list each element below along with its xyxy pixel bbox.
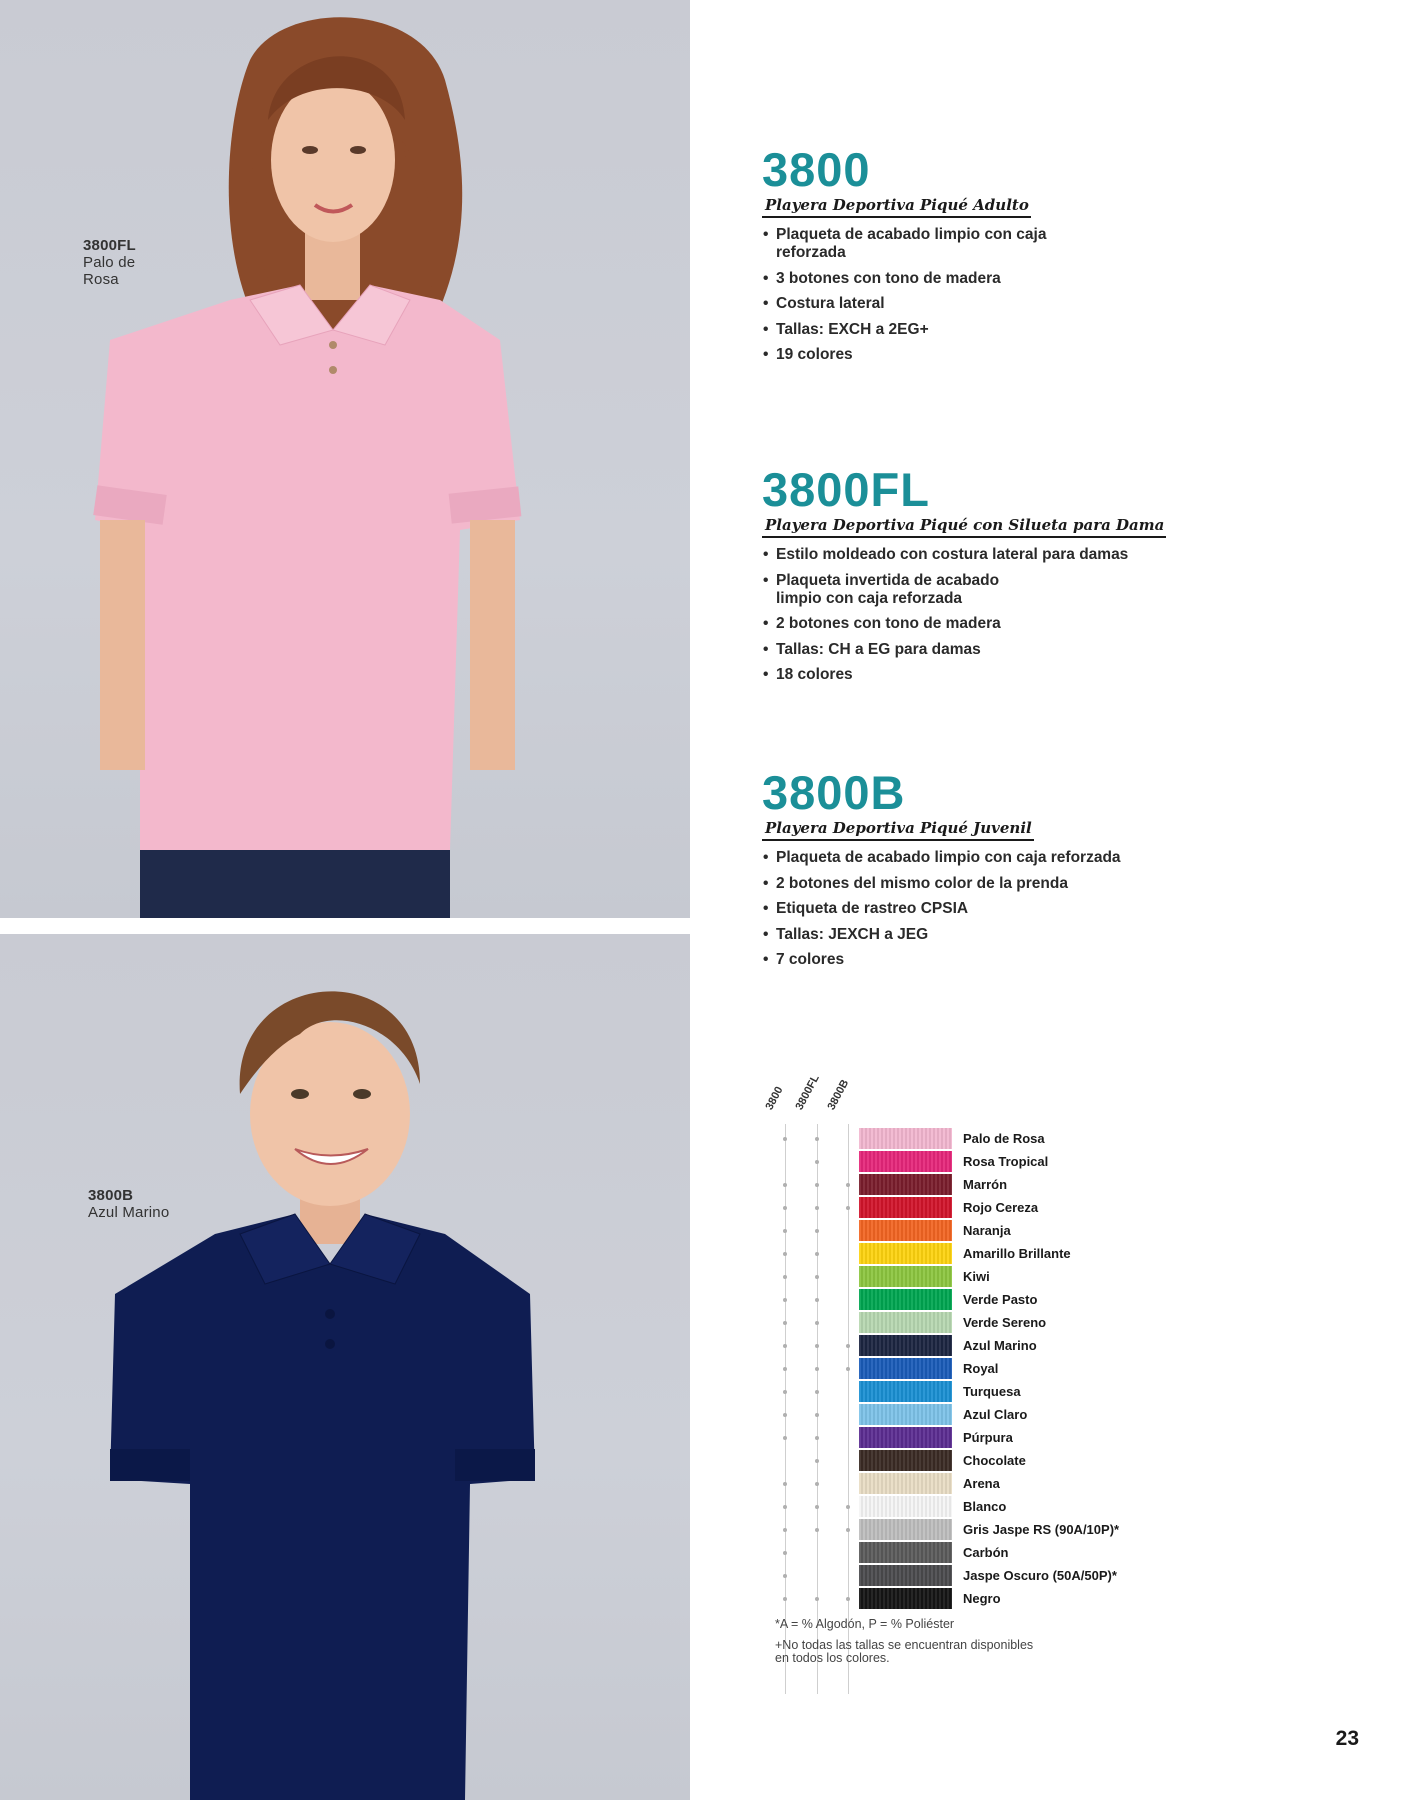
product-block-3800fl — [762, 464, 1192, 692]
color-swatch — [859, 1404, 952, 1425]
color-swatch — [859, 1266, 952, 1287]
feature-item: • Costura lateral — [762, 295, 1062, 313]
availability-dot — [815, 1459, 819, 1463]
product-code: 3800FL — [762, 463, 930, 516]
color-name-label: Marrón — [963, 1177, 1008, 1192]
color-swatch — [859, 1174, 952, 1195]
column-header: 3800 — [763, 1084, 786, 1112]
feature-list — [762, 546, 1192, 684]
availability-dot — [846, 1505, 850, 1509]
product-name: Playera Deportiva Piqué Adulto — [762, 196, 1031, 218]
color-name-label: Kiwi — [963, 1269, 990, 1284]
model-illustration-boy — [0, 934, 690, 1800]
model-illustration-woman — [0, 0, 690, 918]
feature-list — [762, 226, 1062, 364]
color-name-label: Chocolate — [963, 1453, 1026, 1468]
color-name-label: Rosa Tropical — [963, 1154, 1049, 1169]
product-photo-3800b — [0, 934, 690, 1800]
product-block-3800b — [762, 767, 1192, 977]
color-swatch — [859, 1496, 952, 1517]
color-swatch — [859, 1220, 952, 1241]
availability-dot — [783, 1390, 787, 1394]
availability-dot — [783, 1275, 787, 1279]
color-name-label: Rojo Cereza — [963, 1200, 1039, 1215]
color-name-label: Verde Sereno — [963, 1315, 1047, 1330]
availability-dot — [815, 1436, 819, 1440]
product-name: Playera Deportiva Piqué con Silueta para Dama — [762, 516, 1166, 538]
color-name-label: Negro — [963, 1591, 1001, 1606]
feature-item: • 7 colores — [762, 951, 1192, 969]
availability-dot — [815, 1229, 819, 1233]
caption-code: 3800B — [88, 1187, 134, 1204]
availability-dot — [783, 1436, 787, 1440]
color-name-label: Royal — [963, 1361, 999, 1376]
availability-dot — [815, 1137, 819, 1141]
availability-dot — [815, 1298, 819, 1302]
feature-item: • Plaqueta de acabado limpio con caja reforzada — [762, 849, 1192, 867]
color-swatch — [859, 1151, 952, 1172]
column-header: 3800B — [825, 1077, 852, 1112]
availability-dot — [783, 1413, 787, 1417]
feature-item: • 19 colores — [762, 346, 1062, 364]
color-swatch — [859, 1358, 952, 1379]
availability-dot — [846, 1206, 850, 1210]
color-name-label: Naranja — [963, 1223, 1011, 1238]
color-swatch — [859, 1243, 952, 1264]
feature-item: • Tallas: EXCH a 2EG+ — [762, 321, 1062, 339]
color-swatch — [859, 1542, 952, 1563]
feature-item: • 2 botones con tono de madera — [762, 615, 1192, 633]
color-swatch — [859, 1312, 952, 1333]
footnote-composition: *A = % Algodón, P = % Poliéster — [775, 1617, 955, 1631]
color-swatch — [859, 1565, 952, 1586]
availability-dot — [815, 1252, 819, 1256]
color-swatch — [859, 1289, 952, 1310]
color-name-label: Jaspe Oscuro (50A/50P)* — [963, 1568, 1117, 1583]
caption-color-name: Azul Marino — [88, 1204, 170, 1221]
availability-dot — [846, 1367, 850, 1371]
color-swatch — [859, 1473, 952, 1494]
availability-dot — [783, 1298, 787, 1302]
feature-item: • Tallas: CH a EG para damas — [762, 641, 1192, 659]
availability-dot — [846, 1344, 850, 1348]
color-swatch — [859, 1519, 952, 1540]
color-name-label: Amarillo Brillante — [963, 1246, 1071, 1261]
availability-dot — [846, 1528, 850, 1532]
photo-caption-top — [83, 237, 163, 288]
feature-item: • Plaqueta de acabado limpio con caja reforzada — [762, 226, 1062, 262]
color-name-label: Azul Claro — [963, 1407, 1028, 1422]
availability-dot — [783, 1344, 787, 1348]
availability-dot — [846, 1183, 850, 1187]
caption-color-name: Palo de Rosa — [83, 254, 136, 288]
feature-item: • Plaqueta invertida de acabado limpio con caja reforzada — [762, 572, 1036, 608]
availability-dot — [815, 1183, 819, 1187]
availability-dot — [815, 1597, 819, 1601]
product-name: Playera Deportiva Piqué Juvenil — [762, 819, 1034, 841]
footnote-sizes: +No todas las tallas se encuentran disponibles en todos los colores. — [775, 1638, 1034, 1665]
availability-dot — [783, 1229, 787, 1233]
availability-dot — [815, 1160, 819, 1164]
availability-dot — [783, 1137, 787, 1141]
color-swatch — [859, 1427, 952, 1448]
availability-dot — [783, 1206, 787, 1210]
color-swatch — [859, 1588, 952, 1609]
availability-dot — [815, 1482, 819, 1486]
product-block-3800 — [762, 144, 1062, 372]
feature-item: • Tallas: JEXCH a JEG — [762, 926, 1192, 944]
availability-dot — [783, 1505, 787, 1509]
page-number: 23 — [1335, 1727, 1359, 1750]
availability-dot — [783, 1367, 787, 1371]
color-name-label: Turquesa — [963, 1384, 1021, 1399]
availability-dot — [783, 1551, 787, 1555]
feature-item: • Estilo moldeado con costura lateral para damas — [762, 546, 1192, 564]
color-swatch — [859, 1381, 952, 1402]
availability-dot — [815, 1505, 819, 1509]
feature-list — [762, 849, 1192, 969]
availability-dot — [815, 1413, 819, 1417]
feature-item: • 3 botones con tono de madera — [762, 270, 1062, 288]
availability-dot — [783, 1321, 787, 1325]
product-photo-3800fl — [0, 0, 690, 918]
availability-dot — [783, 1183, 787, 1187]
color-name-label: Verde Pasto — [963, 1292, 1038, 1307]
color-name-label: Palo de Rosa — [963, 1131, 1045, 1146]
color-swatch — [859, 1197, 952, 1218]
color-name-label: Carbón — [963, 1545, 1009, 1560]
color-name-label: Azul Marino — [963, 1338, 1037, 1353]
color-name-label: Blanco — [963, 1499, 1007, 1514]
availability-dot — [815, 1321, 819, 1325]
color-availability-chart — [763, 1072, 1170, 1682]
color-name-label: Gris Jaspe RS (90A/10P)* — [963, 1522, 1120, 1537]
availability-dot — [783, 1574, 787, 1578]
availability-dot — [783, 1252, 787, 1256]
column-header: 3800FL — [793, 1072, 822, 1112]
color-name-label: Arena — [963, 1476, 1000, 1491]
availability-dot — [815, 1275, 819, 1279]
availability-dot — [783, 1528, 787, 1532]
feature-item: • 18 colores — [762, 666, 1192, 684]
color-swatch — [859, 1450, 952, 1471]
availability-dot — [815, 1367, 819, 1371]
availability-dot — [846, 1597, 850, 1601]
color-swatch — [859, 1335, 952, 1356]
product-code: 3800 — [762, 143, 871, 196]
product-code: 3800B — [762, 766, 906, 819]
photo-caption-bottom — [88, 1187, 208, 1221]
feature-item: • 2 botones del mismo color de la prenda — [762, 875, 1192, 893]
availability-dot — [815, 1344, 819, 1348]
color-name-label: Púrpura — [963, 1430, 1013, 1445]
caption-code: 3800FL — [83, 237, 136, 254]
availability-dot — [815, 1390, 819, 1394]
availability-dot — [815, 1206, 819, 1210]
availability-dot — [783, 1482, 787, 1486]
availability-dot — [783, 1597, 787, 1601]
availability-dot — [815, 1528, 819, 1532]
feature-item: • Etiqueta de rastreo CPSIA — [762, 900, 1192, 918]
color-swatch — [859, 1128, 952, 1149]
